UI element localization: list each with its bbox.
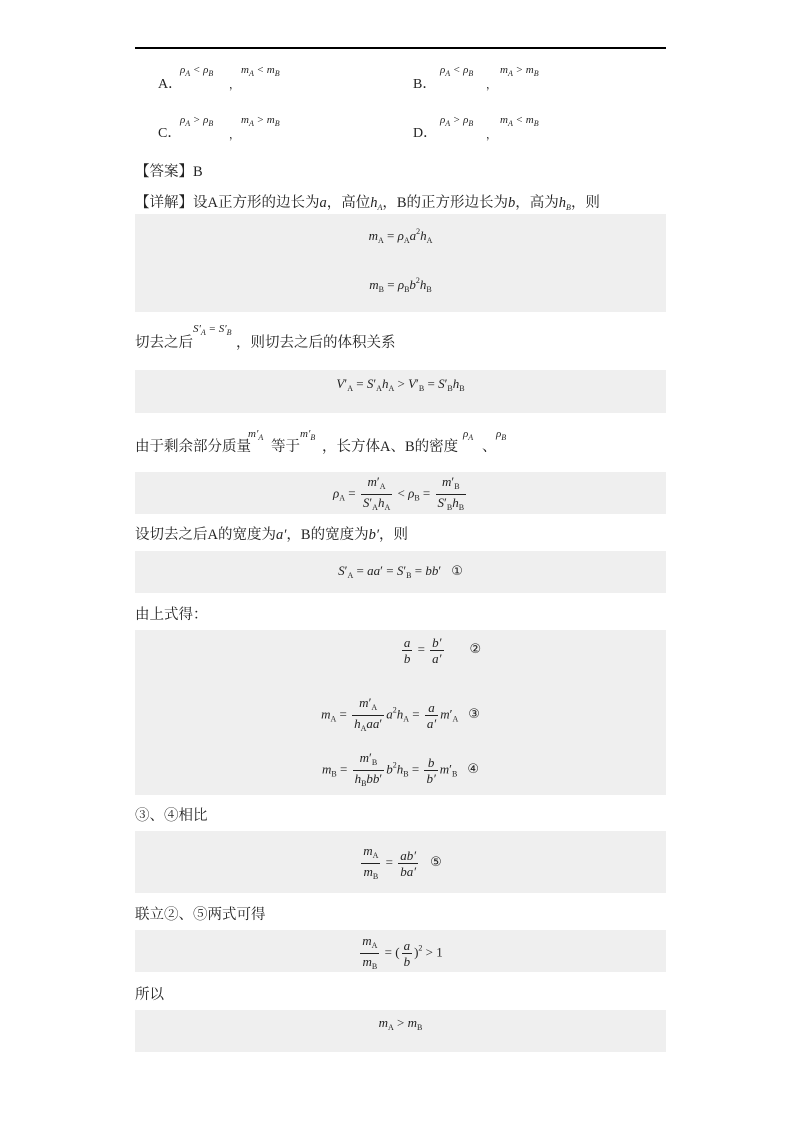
option-a-rho: $\rho_A < \rho_B$ [180, 64, 214, 78]
var-b: b [508, 195, 516, 211]
eq-area: $S'_A = aa' = S'_B = bb'$ ① [338, 563, 463, 580]
mass-line-tail [322, 437, 458, 457]
mass-line-mid [271, 437, 300, 457]
from-above-line: 由上式得： [135, 607, 208, 623]
width-line [135, 525, 408, 545]
eq-mA: $m_A = \rho_Aa^2h_A$ [368, 227, 433, 245]
option-b[interactable] [413, 74, 436, 95]
eq-result-ratio: $\frac{m_A}{m_B}$ = ( $\frac{a}{b}$ )$^2$ > 1 [362, 933, 443, 971]
var-a: a [319, 195, 327, 211]
mass-text: ，长方体A、B的密度 [322, 439, 459, 455]
option-letter: C． [158, 126, 182, 141]
mass-line-sep [482, 437, 497, 457]
var-a-prime: a′ [275, 527, 287, 543]
eq-volume: $V'_A = S'_Ah_A > V'_B = S'_Bh_B$ [336, 376, 465, 393]
option-letter: D． [413, 126, 438, 141]
option-a-mass: $m_A < m_B$ [241, 64, 280, 78]
cut-line-tail [236, 333, 396, 353]
answer-label: 【答案】 [135, 164, 193, 180]
therefore-line: 所以 [135, 987, 164, 1003]
option-separator: ， [229, 129, 240, 141]
mass-text: 等于 [271, 439, 300, 455]
eq-mA-derived: $m_A$ = $\frac{m'_A}{h_Aaa'}$ $a^2h_A$ = $\frac{a}{a'}$ $m'_A$ ③ [321, 695, 480, 733]
answer-value: B [193, 164, 203, 180]
option-separator: ， [486, 129, 497, 141]
option-separator: ， [486, 79, 497, 91]
detail-label: 【详解】 [135, 195, 193, 211]
mass-text: 、 [482, 439, 497, 455]
top-rule [135, 47, 666, 49]
option-d-mass: $m_A < m_B$ [500, 114, 539, 128]
eq-mB: $m_B = \rho_Bb^2h_B$ [369, 276, 432, 294]
option-d-rho: $\rho_A > \rho_B$ [440, 114, 474, 128]
cut-text: 切去之后 [135, 335, 193, 351]
detail-text: 设A正方形的边长为 [193, 195, 320, 211]
option-d[interactable] [413, 123, 437, 144]
width-text: ，则 [379, 527, 408, 543]
var-b-prime: b′ [368, 527, 379, 543]
option-b-mass: $m_A > m_B$ [500, 64, 539, 78]
option-letter: B． [413, 77, 437, 92]
eq-ratio-ab: $\frac{a}{b}$ = $\frac{b'}{a'}$ ② [403, 635, 482, 666]
mass-text: 由于剩余部分质量 [135, 439, 251, 455]
option-c[interactable] [158, 123, 181, 144]
var-rho-B: $\rho_B$ [496, 428, 507, 442]
var-m-prime-B: $m'_B$ [300, 428, 316, 442]
option-letter: A． [158, 77, 183, 92]
option-c-rho: $\rho_A > \rho_B$ [180, 114, 214, 128]
cut-line [135, 333, 193, 353]
eq-mB-derived: $m_B$ = $\frac{m'_B}{h_Bbb'}$ $b^2h_B$ = $\frac{b}{b'}$ $m'_B$ ④ [321, 750, 480, 788]
option-c-mass: $m_A > m_B$ [241, 114, 280, 128]
eq-mass-ratio: $\frac{m_A}{m_B}$ = $\frac{ab'}{ba'}$ ⑤ [363, 843, 442, 881]
var-hB: $h_B$ [558, 195, 571, 212]
var-hA: $h_A$ [370, 195, 383, 212]
answer-line [135, 162, 203, 182]
var-rho-A: $\rho_A$ [463, 428, 474, 442]
compare-line: ③、④相比 [135, 808, 208, 824]
option-a[interactable] [158, 74, 182, 95]
eq-s-equal: $S'_A = S'_B$ [193, 323, 232, 337]
marker-2: ② [469, 642, 482, 658]
eq-density: $\rho_A$ = $\frac{m'_A}{S'_Ah_A}$ < $\rho_B$ = $\frac{m'_B}{S'_Bh_B}$ [332, 474, 465, 512]
width-text: 设切去之后A的宽度为 [135, 527, 276, 543]
detail-text: ，高位 [326, 195, 371, 211]
detail-text: ，则 [570, 195, 600, 211]
mass-line [135, 437, 251, 457]
marker-5: ⑤ [430, 855, 442, 871]
detail-text: ，高为 [515, 195, 559, 211]
combine-line: 联立②、⑤两式可得 [135, 907, 266, 923]
eq-conclusion: $m_A > m_B$ [378, 1015, 423, 1032]
width-text: ，B的宽度为 [286, 527, 369, 543]
marker-1: ① [451, 564, 463, 579]
marker-3: ③ [468, 707, 480, 723]
detail-text: ，B的正方形边长为 [382, 195, 509, 211]
cut-text: ，则切去之后的体积关系 [236, 335, 396, 351]
marker-4: ④ [467, 762, 480, 778]
option-separator: ， [229, 79, 240, 91]
var-m-prime-A: $m'_A$ [248, 428, 264, 442]
option-b-rho: $\rho_A < \rho_B$ [440, 64, 474, 78]
